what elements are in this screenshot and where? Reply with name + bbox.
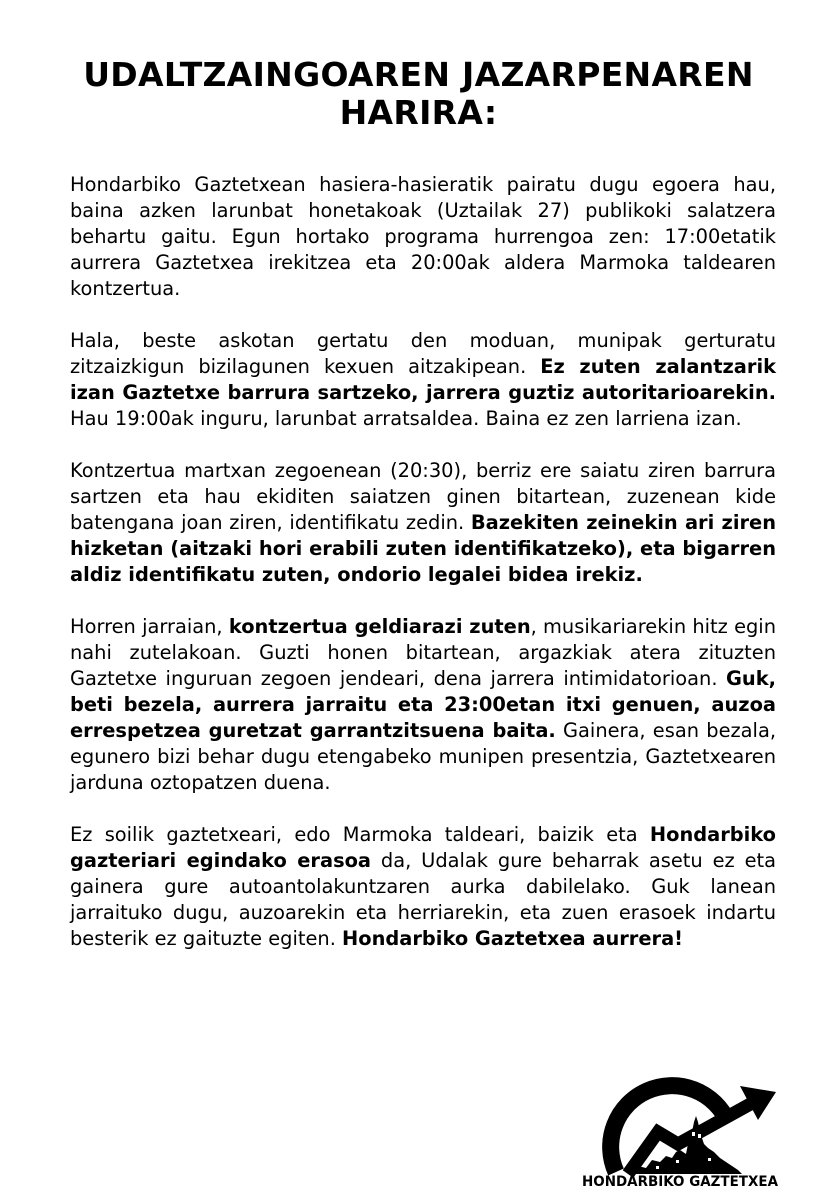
gaztetxe-logo — [576, 1062, 784, 1190]
paragraph-bold-text: Ez zuten zalantzarik izan Gaztetxe barrura sartzeko, jarrera guztiz autoritarioarekin. — [70, 355, 776, 404]
paragraph-text: Hau 19:00ak inguru, larunbat arratsaldea. Baina ez zen larriena izan. — [70, 407, 742, 430]
paragraph-text: , musikariarekin hitz egin nahi zutelakoan. Guzti honen bitartean, argazkiak atera zituzten Gaztetxe inguruan zegoen jendeari, dena jarrera intimidatorioan. — [70, 615, 776, 690]
paragraph-2 — [70, 328, 776, 432]
paragraph-bold-text: Hondarbiko gazteriari egindako erasoa — [70, 823, 776, 872]
paragraph-bold-text: Bazekiten zeinekin ari ziren hizketan (aitzaki hori erabili zuten identifikatzeko), eta bigarren aldiz identifikatu zuten, ondorio legalei bidea irekiz. — [70, 511, 777, 586]
paragraph-text: Hala, beste askotan gertatu den moduan, munipak gerturatu zitzaizkigun bizilagunen kexuen aitzakipean. — [70, 329, 776, 378]
document-title — [60, 56, 777, 132]
paragraph-1 — [70, 172, 776, 302]
title-line-1: UDALTZAINGOAREN JAZARPENAREN — [83, 55, 754, 94]
document-body — [70, 172, 776, 978]
circle-arrow-town-silhouette-logo-icon — [576, 1062, 784, 1190]
paragraph-bold-text: Hondarbiko Gaztetxea aurrera! — [342, 927, 684, 950]
logo-text: HONDARBIKO GAZTETXEA — [582, 1174, 779, 1190]
paragraph-bold-text: kontzertua geldiarazi zuten — [228, 615, 531, 638]
paragraph-bold-text: Guk, beti bezela, aurrera jarraitu eta 23:00etan itxi genuen, auzoa errespetzea guretzat garrantzitsuena baita. — [70, 667, 776, 742]
paragraph-3 — [70, 458, 776, 588]
paragraph-text: da, Udalak gure beharrak asetu ez eta gainera gure autoantolakuntzaren aurka dabilelako. Guk lanean jarraituko dugu, auzoarekin eta herriarekin, eta zuen erasoek indartu besterik ez gaituzte egiten. — [70, 849, 776, 950]
paragraph-text: Horren jarraian, — [70, 615, 229, 638]
paragraph-5 — [70, 822, 776, 952]
paragraph-text: Ez soilik gaztetxeari, edo Marmoka taldeari, baizik eta — [70, 823, 650, 846]
paragraph-text: Kontzertua martxan zegoenean (20:30), berriz ere saiatu ziren barrura sartzen eta hau ekiditen saiatzen ginen bitartean, zuzenean kide batengana joan ziren, identifikatu zedin. — [70, 459, 776, 534]
paragraph-4 — [70, 614, 776, 796]
paragraph-text: Gainera, esan bezala, egunero bizi behar dugu etengabeko munipen presentzia, Gaztetxearen jarduna oztopatzen duena. — [70, 719, 776, 794]
title-line-2: HARIRA: — [339, 93, 498, 132]
paragraph-text: Hondarbiko Gaztetxean hasiera-hasieratik pairatu dugu egoera hau, baina azken larunbat honetakoak (Uztailak 27) publikoki salatzera behartu gaitu. Egun hortako programa hurrengoa zen: 17:00etatik aurrera Gaztetxea irekitzea eta 20:00ak aldera Marmoka taldearen kontzertua. — [70, 173, 776, 300]
